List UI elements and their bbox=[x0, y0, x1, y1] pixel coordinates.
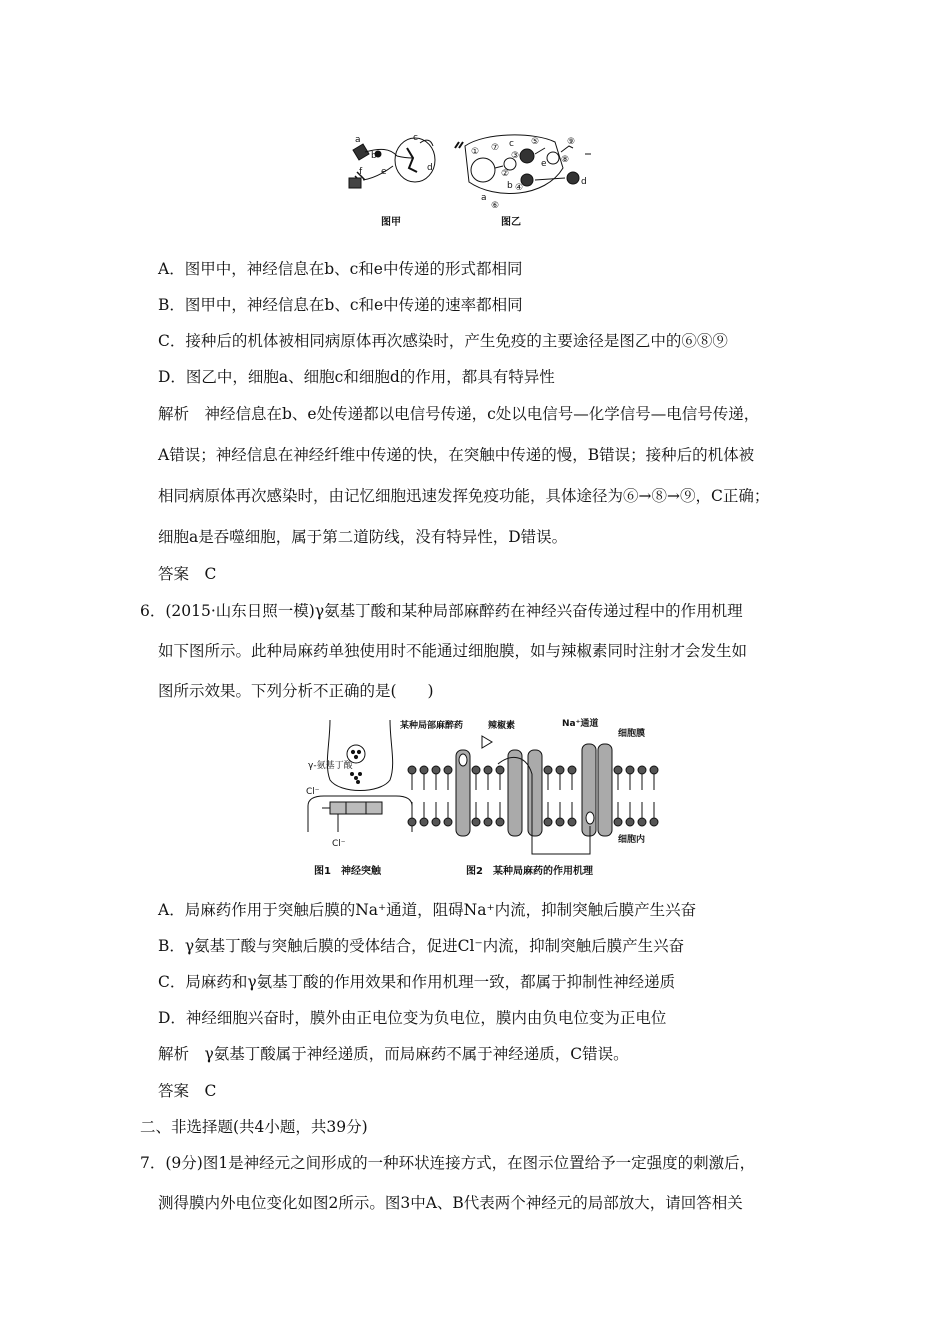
jia-label-e: e bbox=[381, 167, 387, 177]
label-cl-bottom: Cl⁻ bbox=[332, 839, 346, 849]
q6-analysis: 解析 γ氨基丁酸属于神经递质，而局麻药不属于神经递质，C错误。 bbox=[158, 1045, 629, 1063]
q5-analysis-line-2: A错误；神经信息在神经纤维中传递的快，在突触中传递的慢，B错误；接种后的机体被 bbox=[158, 446, 755, 464]
label-gaba: γ-氨基丁酸 bbox=[308, 761, 353, 771]
label-anesthetic: 某种局部麻醉药 bbox=[400, 721, 464, 731]
q6-option-d: D．神经细胞兴奋时，膜外由正电位变为负电位，膜内由负电位变为正电位 bbox=[158, 1009, 667, 1027]
q5-analysis-line-3: 相同病原体再次感染时，由记忆细胞迅速发挥免疫功能，具体途径为⑥→⑧→⑨，C正确； bbox=[158, 487, 770, 505]
yi-label-c: c bbox=[509, 139, 514, 149]
label-inside: 细胞内 bbox=[618, 835, 646, 845]
figure-jia bbox=[349, 138, 435, 188]
q6-option-a: A．局麻药作用于突触后膜的Na⁺通道，阻碍Na⁺内流，抑制突触后膜产生兴奋 bbox=[158, 901, 697, 919]
jia-label-a: a bbox=[355, 135, 361, 145]
q6-stem-line-1: 6．(2015·山东日照一模)γ氨基丁酸和某种局部麻醉药在神经兴奋传递过程中的作用机理 bbox=[140, 602, 743, 620]
q6-option-b: B．γ氨基丁酸与突触后膜的受体结合，促进Cl⁻内流，抑制突触后膜产生兴奋 bbox=[158, 937, 685, 955]
yi-label-5: ⑤ bbox=[531, 137, 540, 147]
jia-label-c: c bbox=[413, 133, 418, 143]
label-na-channel: Na⁺通道 bbox=[562, 719, 599, 729]
q5-answer: 答案 C bbox=[158, 565, 217, 583]
yi-label-9: ⑨ bbox=[567, 137, 576, 147]
caption-fig2: 图2 某种局麻药的作用机理 bbox=[466, 866, 593, 877]
q6-stem-line-3: 图所示效果。下列分析不正确的是( ) bbox=[158, 682, 434, 700]
yi-label-e: e bbox=[541, 159, 547, 169]
reflex-immune-figure bbox=[335, 128, 620, 230]
caption-jia: 图甲 bbox=[381, 217, 401, 228]
section-heading: 二、非选择题(共4小题，共39分) bbox=[140, 1118, 368, 1136]
q5-analysis-line-4: 细胞a是吞噬细胞，属于第二道防线，没有特异性，D错误。 bbox=[158, 528, 568, 546]
yi-label-1: ① bbox=[471, 147, 480, 157]
q5-analysis-line-1: 解析 神经信息在b、e处传递都以电信号传递，c处以电信号—化学信号—电信号传递， bbox=[158, 405, 760, 423]
label-membrane: 细胞膜 bbox=[618, 729, 646, 739]
q5-option-c: C．接种后的机体被相同病原体再次感染时，产生免疫的主要途径是图乙中的⑥⑧⑨ bbox=[158, 332, 728, 350]
jia-label-f: f bbox=[359, 167, 363, 177]
yi-label-4: ④ bbox=[515, 183, 524, 193]
figure-1-synapse bbox=[308, 720, 412, 832]
jia-label-b: b bbox=[371, 151, 377, 161]
caption-fig1: 图1 神经突触 bbox=[314, 866, 381, 877]
q5-option-b: B．图甲中，神经信息在b、c和e中传递的速率都相同 bbox=[158, 296, 523, 314]
yi-label-8: ⑧ bbox=[561, 155, 570, 165]
yi-label-2: ② bbox=[501, 169, 510, 179]
caption-yi: 图乙 bbox=[501, 217, 521, 228]
yi-label-6: ⑥ bbox=[491, 201, 500, 211]
label-cl-top: Cl⁻ bbox=[306, 787, 320, 797]
yi-label-7: ⑦ bbox=[491, 143, 500, 153]
jia-label-d: d bbox=[427, 163, 433, 173]
label-capsaicin: 辣椒素 bbox=[488, 721, 516, 731]
yi-label-b: b bbox=[507, 181, 513, 191]
q6-option-c: C．局麻药和γ氨基丁酸的作用效果和作用机理一致，都属于抑制性神经递质 bbox=[158, 973, 676, 991]
q5-option-a: A．图甲中，神经信息在b、c和e中传递的形式都相同 bbox=[158, 260, 523, 278]
yi-label-3: ③ bbox=[511, 151, 520, 161]
q7-line-1: 7．(9分)图1是神经元之间形成的一种环状连接方式，在图示位置给予一定强度的刺激后， bbox=[140, 1154, 756, 1172]
synapse-anesthetic-figure bbox=[300, 714, 680, 882]
q6-stem-line-2: 如下图所示。此种局麻药单独使用时不能通过细胞膜，如与辣椒素同时注射才会发生如 bbox=[158, 642, 748, 660]
yi-label-d: d bbox=[581, 177, 587, 187]
q6-answer: 答案 C bbox=[158, 1082, 217, 1100]
q5-option-d: D．图乙中，细胞a、细胞c和细胞d的作用，都具有特异性 bbox=[158, 368, 555, 386]
q7-line-2: 测得膜内外电位变化如图2所示。图3中A、B代表两个神经元的局部放大，请回答相关 bbox=[158, 1194, 743, 1212]
yi-label-a: a bbox=[481, 193, 487, 203]
